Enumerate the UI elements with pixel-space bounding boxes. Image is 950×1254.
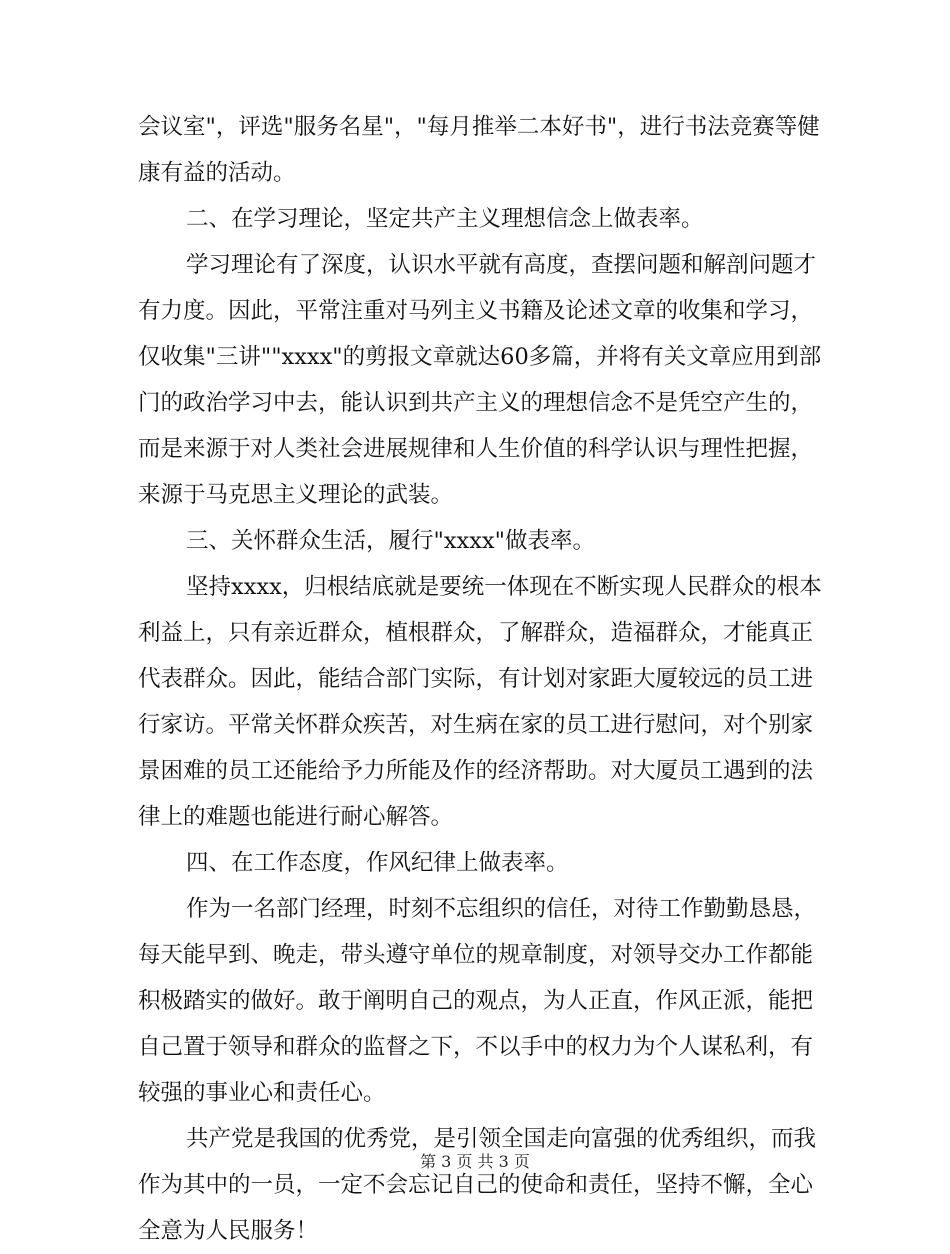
paragraph-line: 积极踏实的做好。敢于阐明自己的观点，为人正直，作风正派，能把 [138,988,814,1014]
paragraph-line: 律上的难题也能进行耐心解答。 [138,804,454,830]
paragraph-line: 作为一名部门经理，时刻不忘组织的信任，对待工作勤勤恳恳， [186,896,817,922]
paragraph-line: 共产党是我国的优秀党，是引领全国走向富强的优秀组织，而我 [186,1126,817,1152]
section-heading: 三、关怀群众生活，履行"xxxx"做表率。 [186,528,595,554]
page-footer: 第 3 页 共 3 页 [420,1152,530,1171]
paragraph-line: 较强的事业心和责任心。 [138,1080,386,1106]
paragraph-line: 而是来源于对人类社会进展规律和人生价值的科学认识与理性把握， [138,436,814,462]
paragraph-line: 坚持xxxx，归根结底就是要统一体现在不断实现人民群众的根本 [186,574,822,600]
paragraph-line: 仅收集"三讲""xxxx"的剪报文章就达60多篇，并将有关文章应用到部 [138,344,822,370]
paragraph-line: 门的政治学习中去，能认识到共产主义的理想信念不是凭空产生的， [138,390,814,416]
section-heading: 四、在工作态度，作风纪律上做表率。 [186,850,569,876]
paragraph-line: 行家访。平常关怀群众疾苦，对生病在家的员工进行慰问，对个别家 [138,712,814,738]
paragraph-line: 有力度。因此，平常注重对马列主义书籍及论述文章的收集和学习， [138,298,814,324]
paragraph-line: 学习理论有了深度，认识水平就有高度，查摆问题和解剖问题才 [186,252,817,278]
paragraph-line: 全意为人民服务！ [138,1218,319,1244]
paragraph-line: 利益上，只有亲近群众，植根群众，了解群众，造福群众，才能真正 [138,620,814,646]
paragraph-line: 每天能早到、晚走，带头遵守单位的规章制度，对领导交办工作都能 [138,942,814,968]
paragraph-line: 自己置于领导和群众的监督之下，不以手中的权力为个人谋私利，有 [138,1034,814,1060]
paragraph-line: 作为其中的一员，一定不会忘记自己的使命和责任，坚持不懈，全心 [138,1172,814,1198]
paragraph-line: 代表群众。因此，能结合部门实际，有计划对家距大厦较远的员工进 [138,666,814,692]
document-body [138,104,822,1254]
paragraph-line: 来源于马克思主义理论的武装。 [138,482,454,508]
paragraph-line: 会议室"，评选"服务名星"，"每月推举二本好书"，进行书法竞赛等健 [138,114,820,140]
paragraph-line: 景困难的员工还能给予力所能及作的经济帮助。对大厦员工遇到的法 [138,758,814,784]
section-heading: 二、在学习理论，坚定共产主义理想信念上做表率。 [186,206,704,232]
paragraph-line: 康有益的活动。 [138,160,296,186]
